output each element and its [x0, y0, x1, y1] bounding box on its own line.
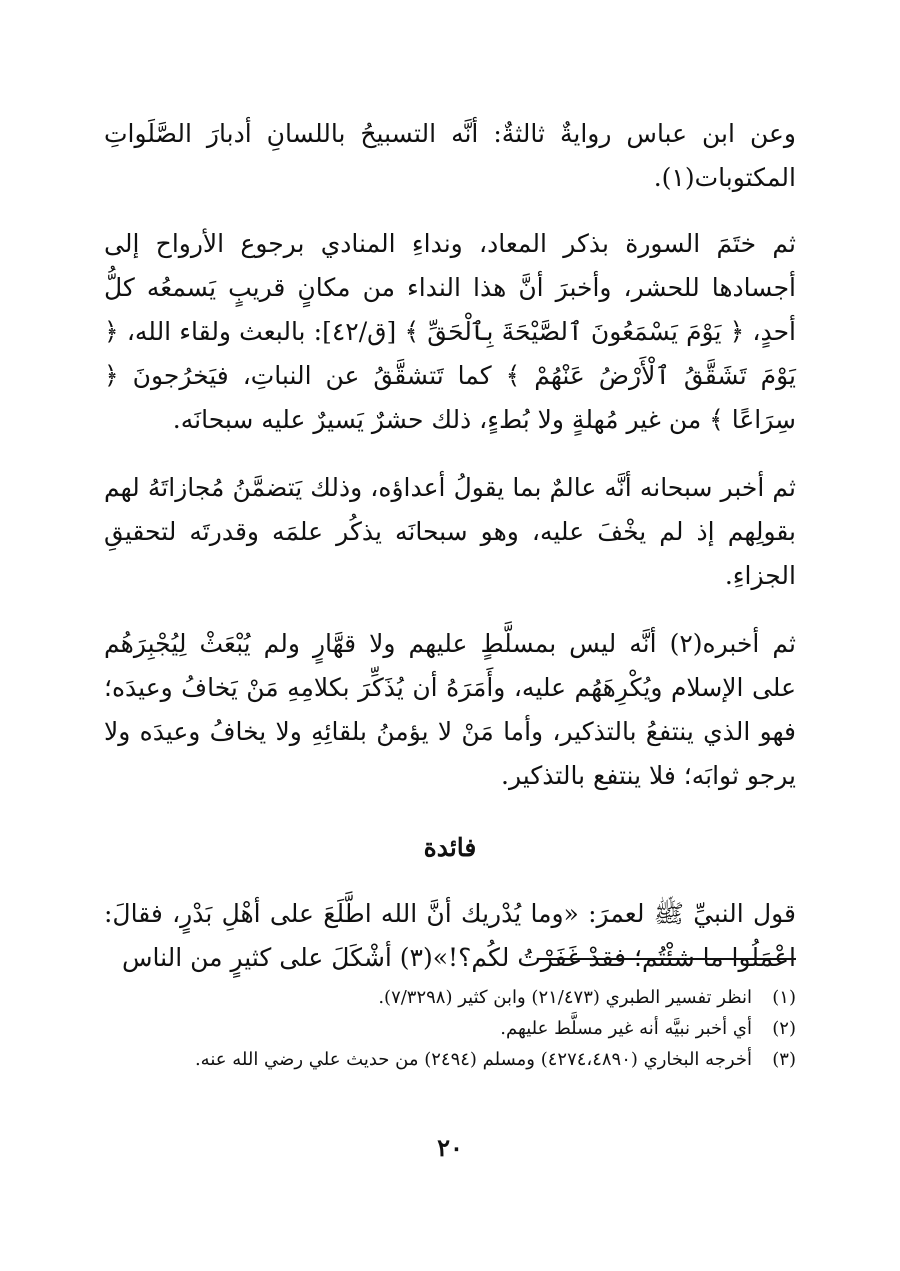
paragraph-reminder: ثم أخبره(٢) أنَّه ليس بمسلَّطٍ عليهم ولا قهَّارٍ ولم يُبْعَثْ لِيُجْبِرَهُم على الإسلام ويُكْرِهَهُم عليه، وأَمَرَهُ أن يُذَكِّرَ بكلامِهِ مَنْ يَخافُ وعيدَه؛ فهو الذي ينتفعُ بالتذكير، وأما مَنْ لا يؤمنُ بلقائِهِ ولا يخافُ وعيدَه ولا يرجو ثوابَه؛ فلا ينتفع بالتذكير.	[104, 629, 796, 790]
footnote-number: (١)	[772, 987, 796, 1008]
paragraph-surah-ending: ثم ختَمَ السورة بذكر المعاد، ونداءِ المنادي برجوع الأرواح إلى أجسادها للحشر، وأخبرَ أنَّ هذا النداء من مكانٍ قريبٍ يَسمعُه كلُّ أحدٍ، ﴿ يَوْمَ يَسْمَعُونَ ٱلصَّيْحَةَ بِٱلْحَقِّ ﴾ [ق/٤٢]: بالبعث ولقاء الله، ﴿ يَوْمَ تَشَقَّقُ ٱلْأَرْضُ عَنْهُمْ ﴾ كما تَتشقَّقُ عن النباتِ، فيَخرُجونَ ﴿ سِرَاعًا ﴾ من غير مُهلةٍ ولا بُطءٍ، ذلك حشرٌ يَسيرٌ عليه سبحانَه.	[104, 229, 796, 434]
footnote-text: انظر تفسير الطبري (٢١/٤٧٣) وابن كثير (٧/٣٢٩٨).	[378, 987, 752, 1008]
footnote-text: أي أخبر نبيَّه أنه غير مسلَّط عليهم.	[500, 1018, 752, 1039]
paragraph-badr: قول النبيِّ ﷺ لعمرَ: «وما يُدْريك أنَّ الله اطَّلَعَ على أهْلِ بَدْرٍ، فقالَ: اعْمَلُوا ما شئْتُم؛ فقدْ غَفَرْتُ لكُم؟!»(٣) أشْكَلَ على كثيرٍ من الناس	[104, 899, 796, 972]
footnote-number: (٣)	[772, 1049, 796, 1070]
footnote-divider	[538, 958, 796, 960]
footnote-number: (٢)	[772, 1018, 796, 1039]
footnotes	[104, 982, 796, 1075]
footnote-2	[104, 1013, 796, 1044]
page-number: ٢٠	[437, 1133, 463, 1162]
footnote-3	[104, 1044, 796, 1075]
footnote-text: أخرجه البخاري (٤٢٧٤،٤٨٩٠) ومسلم (٢٤٩٤) من حديث علي رضي الله عنه.	[194, 1049, 752, 1070]
page-body	[104, 112, 796, 1004]
paragraph-ibn-abbas: وعن ابن عباس روايةٌ ثالثةٌ: أنَّه التسبيحُ باللسانِ أدبارَ الصَّلَواتِ المكتوبات(١).	[104, 119, 796, 192]
section-heading: فائدة	[423, 833, 477, 862]
footnote-1	[104, 982, 796, 1013]
paragraph-knowledge: ثم أخبر سبحانه أنَّه عالمٌ بما يقولُ أعداؤه، وذلك يَتضمَّنُ مُجازاتَهُ لهم بقولِهم إذ لم يخْفَ عليه، وهو سبحانَه يذكُر علمَه وقدرتَه لتحقيقِ الجزاءِ.	[104, 473, 796, 590]
